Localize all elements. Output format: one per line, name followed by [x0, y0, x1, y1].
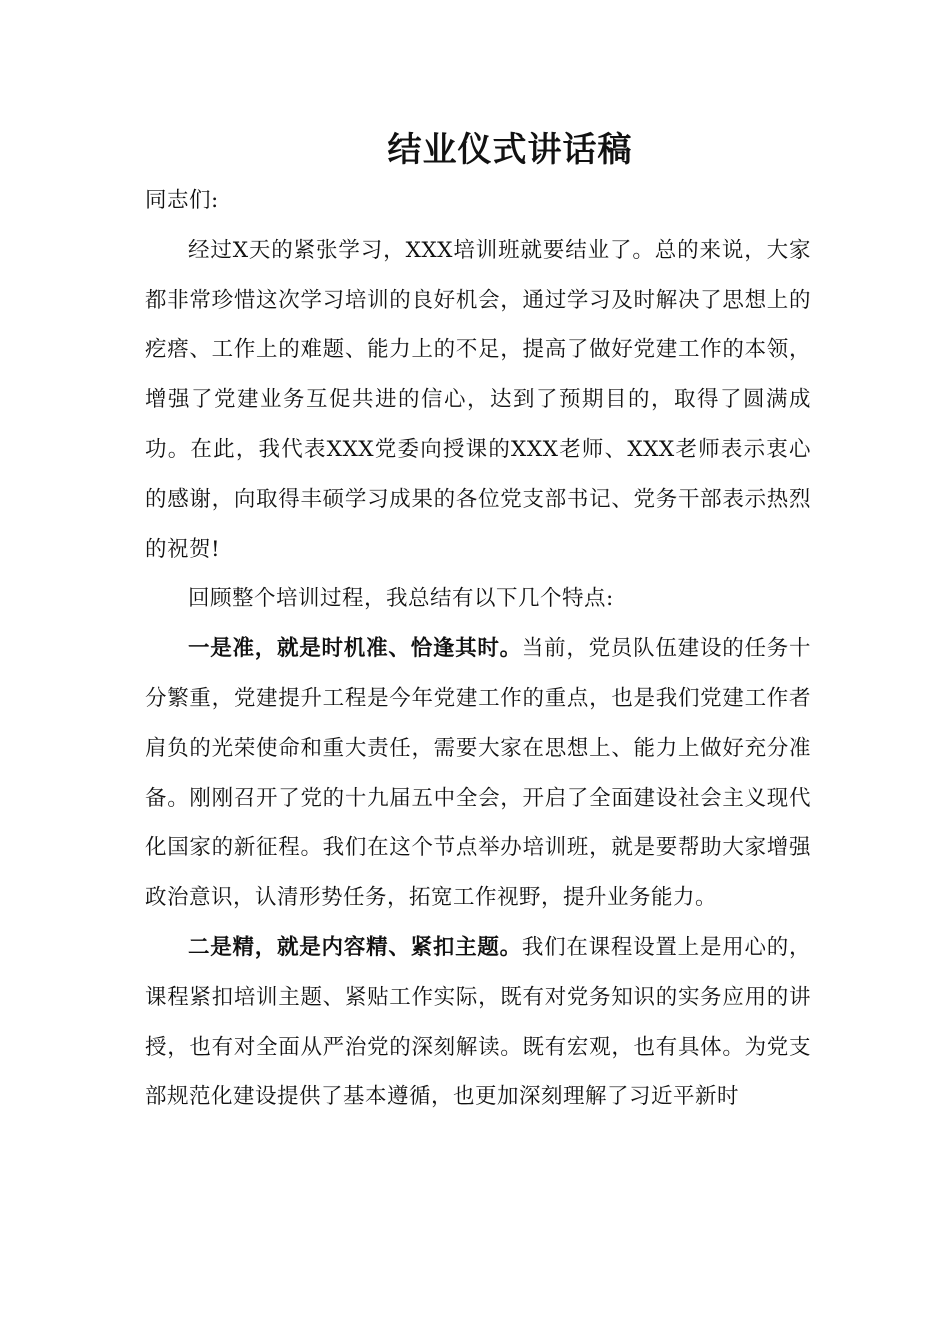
point-two-lead: 二是精，就是内容精、紧扣主题。: [188, 934, 522, 960]
document-title: 结业仪式讲话稿: [387, 130, 633, 170]
point-two-text: 我们在课程设置上是用心的，课程紧扣培训主题、紧贴工作实际，既有对党务知识的实务应用的讲授，也有对全面从严治党的深刻解读。既有宏观，也有具体。为党支部规范化建设提供了基本遵循，也更加深刻理解了习近平新时: [145, 934, 811, 1110]
point-one-paragraph: [145, 624, 811, 923]
opening-paragraph: 经过X天的紧张学习，XXX培训班就要结业了。总的来说，大家都非常珍惜这次学习培训的良好机会，通过学习及时解决了思想上的疙瘩、工作上的难题、能力上的不足，提高了做好党建工作的本领，增强了党建业务互促共进的信心，达到了预期目的，取得了圆满成功。在此，我代表XXX党委向授课的XXX老师、XXX老师表示衷心的感谢，向取得丰硕学习成果的各位党支部书记、党务干部表示热烈的祝贺!: [145, 237, 811, 562]
salutation: 同志们:: [145, 188, 219, 213]
document-body: [145, 176, 811, 1122]
point-two-paragraph: [145, 923, 811, 1122]
point-one-lead: 一是准，就是时机准、恰逢其时。: [188, 636, 522, 662]
summary-intro-paragraph: 回顾整个培训过程，我总结有以下几个特点:: [188, 586, 614, 612]
point-one-text: 当前，党员队伍建设的任务十分繁重，党建提升工程是今年党建工作的重点，也是我们党建工作者肩负的光荣使命和重大责任，需要大家在思想上、能力上做好充分准备。刚刚召开了党的十九届五中全会，开启了全面建设社会主义现代化国家的新征程。我们在这个节点举办培训班，就是要帮助大家增强政治意识，认清形势任务，拓宽工作视野，提升业务能力。: [145, 636, 811, 911]
